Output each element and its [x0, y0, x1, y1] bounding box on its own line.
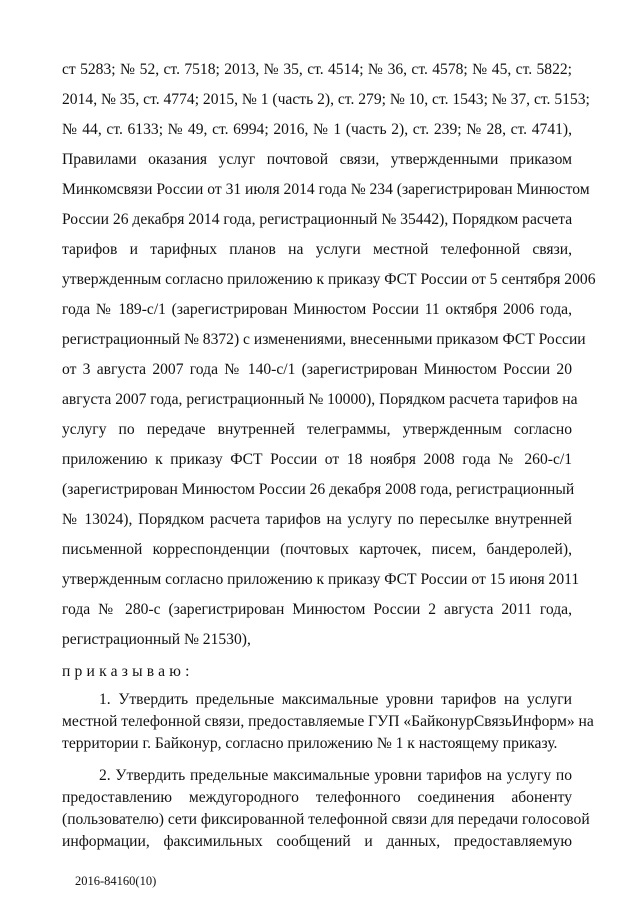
- text-line: (зарегистрирован Минюстом России 26 декабря 2008 года, регистрационный: [62, 481, 575, 498]
- document-code: 2016-84160(10): [75, 874, 157, 888]
- text-line: от 3 августа 2007 года № 140-с/1 (зарегистрирован Минюстом России 20: [62, 361, 572, 378]
- text-line: Правилами оказания услуг почтовой связи, утвержденными приказом: [62, 151, 572, 168]
- text-line: России 26 декабря 2014 года, регистрационный № 35442), Порядком расчета: [62, 211, 573, 228]
- text-line: августа 2007 года, регистрационный № 10000), Порядком расчета тарифов на: [62, 391, 578, 408]
- item-2-line: информации, факсимильных сообщений и данных, предоставляемую: [62, 833, 572, 850]
- order-heading: приказываю:: [62, 663, 194, 680]
- text-line: года № 189-с/1 (зарегистрирован Минюстом России 11 октября 2006 года,: [62, 301, 572, 318]
- text-line: утвержденным согласно приложению к приказу ФСТ России от 15 июня 2011: [62, 571, 580, 588]
- text-line: ст 5283; № 52, ст. 7518; 2013, № 35, ст. 4514; № 36, ст. 4578; № 45, ст. 5822;: [62, 61, 572, 78]
- text-line: письменной корреспонденции (почтовых карточек, писем, бандеролей),: [62, 541, 572, 558]
- item-2-line: (пользователю) сети фиксированной телефонной связи для передачи голосовой: [62, 811, 590, 828]
- text-line: утвержденным согласно приложению к приказу ФСТ России от 5 сентября 2006: [62, 271, 596, 288]
- text-line: тарифов и тарифных планов на услуги местной телефонной связи,: [62, 241, 572, 258]
- item-1-line: местной телефонной связи, предоставляемые ГУП «БайконурСвязьИнформ» на: [62, 713, 594, 730]
- text-line: регистрационный № 21530),: [62, 631, 251, 648]
- text-line: года № 280-с (зарегистрирован Минюстом России 2 августа 2011 года,: [62, 601, 572, 618]
- item-1-line: 1. Утвердить предельные максимальные уровни тарифов на услуги: [99, 691, 572, 708]
- text-line: регистрационный № 8372) с изменениями, внесенными приказом ФСТ России: [62, 331, 586, 348]
- item-2-line: 2. Утвердить предельные максимальные уровни тарифов на услугу по: [99, 767, 572, 784]
- text-line: № 13024), Порядком расчета тарифов на услугу по пересылке внутренней: [62, 511, 572, 528]
- text-line: приложению к приказу ФСТ России от 18 ноября 2008 года № 260-с/1: [62, 451, 572, 468]
- item-1-line: территории г. Байконур, согласно приложению № 1 к настоящему приказу.: [62, 735, 558, 752]
- item-2-line: предоставлению междугородного телефонного соединения абоненту: [62, 789, 572, 806]
- text-line: услугу по передаче внутренней телеграммы, утвержденным согласно: [62, 421, 572, 438]
- text-line: 2014, № 35, ст. 4774; 2015, № 1 (часть 2), ст. 279; № 10, ст. 1543; № 37, ст. 5153;: [62, 91, 590, 108]
- text-line: № 44, ст. 6133; № 49, ст. 6994; 2016, № 1 (часть 2), ст. 239; № 28, ст. 4741),: [62, 121, 572, 138]
- text-line: Минкомсвязи России от 31 июля 2014 года № 234 (зарегистрирован Минюстом: [62, 181, 590, 198]
